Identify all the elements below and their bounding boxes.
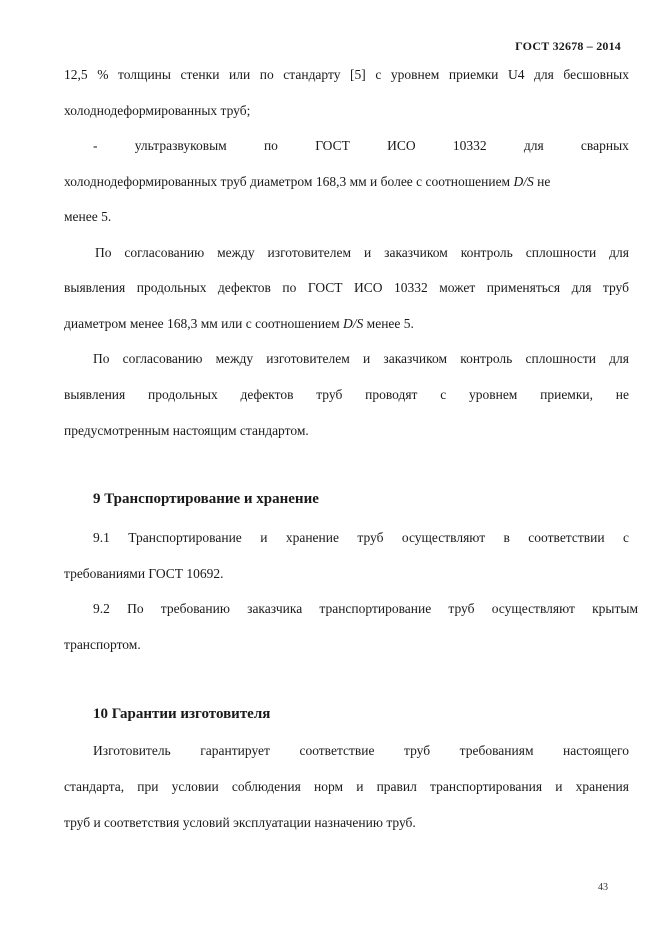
list-dash: -: [93, 138, 98, 153]
text-line: 12,5 % толщины стенки или по стандарту [5] с уровнем приемки U4 для бесшовных: [64, 67, 629, 82]
text-line: По согласованию между изготовителем и заказчиком контроль сплошности для: [93, 351, 629, 366]
text-line: выявления продольных дефектов по ГОСТ ИСО 10332 может применяться для труб: [64, 280, 629, 295]
text-line: [64, 174, 629, 190]
text-word: ИСО: [387, 138, 416, 153]
text-line: выявления продольных дефектов труб проводят с уровнем приемки, не: [64, 387, 629, 402]
document-header: ГОСТ 32678 – 2014: [515, 39, 621, 53]
text-line: [64, 316, 629, 332]
list-item-line: [93, 138, 629, 154]
text-line: 9.2 По требованию заказчика транспортирование труб осуществляют крытым: [93, 601, 638, 616]
text-span: не: [533, 174, 551, 189]
text-word: 10332: [452, 138, 487, 153]
text-line: стандарта, при условии соблюдения норм и правил транспортирования и хранения: [64, 779, 629, 794]
text-line: холоднодеформированных труб;: [64, 103, 251, 118]
text-line: менее 5.: [64, 209, 112, 224]
text-line: Изготовитель гарантирует соответствие труб требованиям настоящего: [93, 743, 629, 758]
text-word: ультразвуковым: [134, 138, 227, 153]
text-line: По согласованию между изготовителем и заказчиком контроль сплошности для: [95, 245, 629, 260]
text-word: для: [523, 138, 544, 153]
ratio-symbol: D/S: [513, 174, 534, 189]
page-number: 43: [598, 882, 608, 893]
text-line: предусмотренным настоящим стандартом.: [64, 423, 309, 438]
text-line: транспортом.: [64, 637, 141, 652]
text-word: по: [263, 138, 278, 153]
text-span: диаметром менее 168,3 мм или с соотношением: [64, 316, 344, 331]
section-heading: 10 Гарантии изготовителя: [93, 706, 271, 722]
text-span: менее 5.: [363, 316, 414, 331]
text-line: требованиями ГОСТ 10692.: [64, 566, 224, 581]
ratio-symbol: D/S: [343, 316, 364, 331]
text-line: 9.1 Транспортирование и хранение труб осуществляют в соответствии с: [93, 530, 629, 545]
text-word: сварных: [580, 138, 629, 153]
section-heading: 9 Транспортирование и хранение: [93, 491, 319, 507]
text-span: холоднодеформированных труб диаметром 168,3 мм и более с соотношением: [64, 174, 514, 189]
text-line: труб и соответствия условий эксплуатации назначению труб.: [64, 815, 416, 830]
text-word: ГОСТ: [315, 138, 350, 153]
